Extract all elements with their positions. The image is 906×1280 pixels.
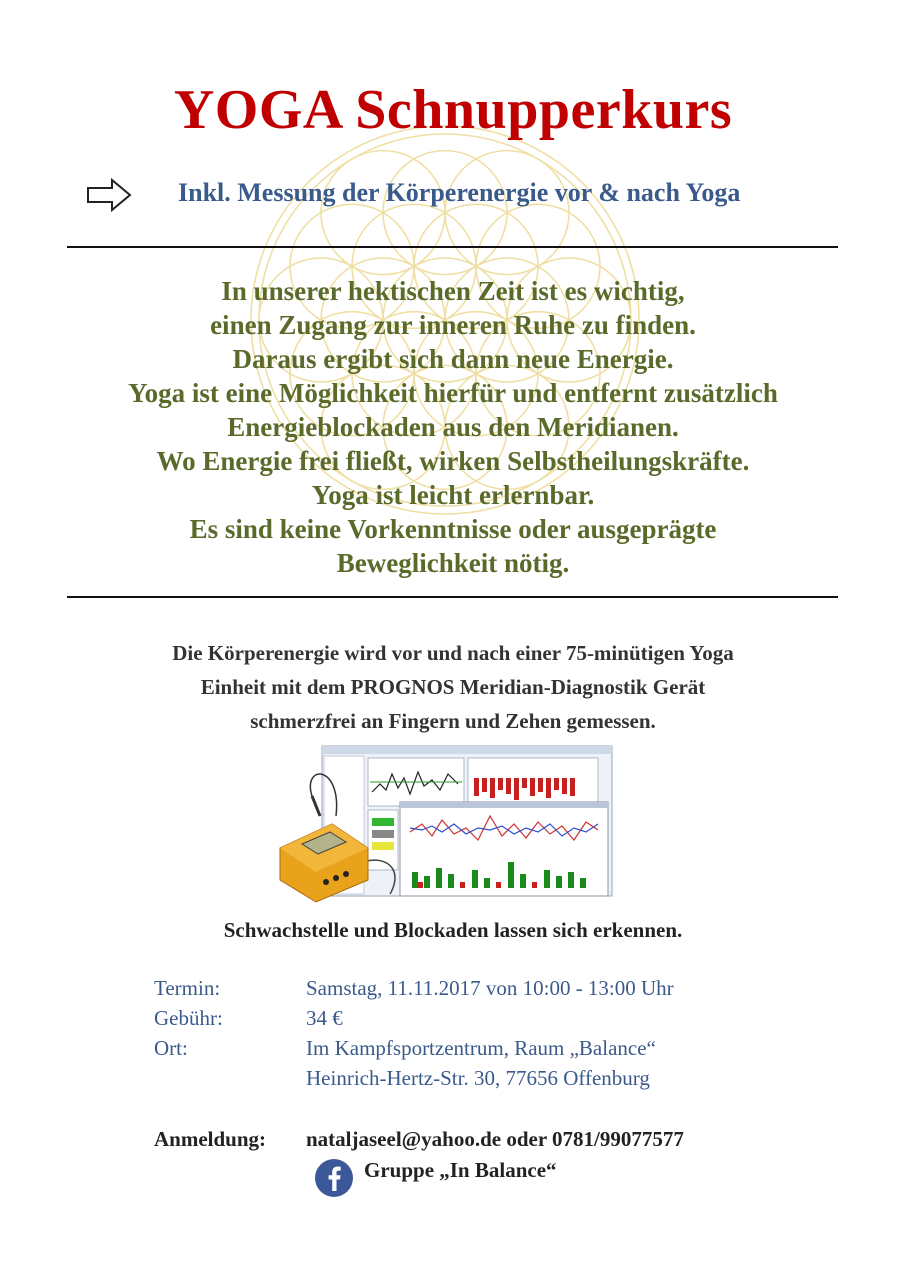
page-title: YOGA Schnupperkurs [173, 79, 733, 141]
weak-points-text: Schwachstelle und Blockaden lassen sich erkennen. [223, 918, 683, 942]
registration [154, 1127, 684, 1152]
detail-label: Gebühr: [154, 1006, 223, 1030]
subtitle: Inkl. Messung der Körperenergie vor & nach Yoga [178, 178, 741, 207]
detail-label: Ort: [154, 1036, 188, 1060]
description-line: schmerzfrei an Fingern und Zehen gemessen. [250, 709, 656, 733]
detail-value: Heinrich-Hertz-Str. 30, 77656 Offenburg [306, 1066, 650, 1090]
detail-value: 34 € [306, 1006, 343, 1030]
intro-line: Es sind keine Vorkenntnisse oder ausgeprägte [189, 514, 717, 544]
intro-line: Yoga ist leicht erlernbar. [311, 480, 595, 510]
detail-row-fee [154, 1003, 674, 1033]
detail-row-location [154, 1033, 674, 1063]
detail-label: Termin: [154, 976, 221, 1000]
measurement-description [60, 636, 846, 738]
description-line: Einheit mit dem PROGNOS Meridian-Diagnostik Gerät [200, 675, 706, 699]
facebook-icon[interactable] [314, 1158, 354, 1198]
intro-line: Yoga ist eine Möglichkeit hierfür und entfernt zusätzlich [128, 378, 778, 408]
event-details [154, 973, 674, 1093]
detail-row-address [154, 1063, 674, 1093]
description-line: Die Körperenergie wird vor und nach einer 75-minütigen Yoga [172, 641, 734, 665]
prognos-device-image [272, 744, 614, 904]
detail-value: Im Kampfsportzentrum, Raum „Balance“ [306, 1036, 656, 1060]
facebook-group-name[interactable]: Gruppe „In Balance“ [364, 1158, 557, 1182]
intro-text [60, 274, 846, 580]
intro-line: In unserer hektischen Zeit ist es wichtig, [221, 276, 685, 306]
divider-bottom [67, 596, 838, 598]
registration-contact[interactable]: nataljaseel@yahoo.de oder 0781/99077577 [306, 1127, 684, 1151]
intro-line: Energieblockaden aus den Meridianen. [227, 412, 679, 442]
intro-line: Wo Energie frei fließt, wirken Selbstheilungskräfte. [156, 446, 750, 476]
detail-row-date [154, 973, 674, 1003]
intro-line: Daraus ergibt sich dann neue Energie. [232, 344, 674, 374]
right-arrow-icon [86, 178, 132, 212]
intro-line: Beweglichkeit nötig. [336, 548, 570, 578]
divider-top [67, 246, 838, 248]
detail-value: Samstag, 11.11.2017 von 10:00 - 13:00 Uhr [306, 976, 674, 1000]
intro-line: einen Zugang zur inneren Ruhe zu finden. [210, 310, 696, 340]
registration-label: Anmeldung: [154, 1127, 267, 1151]
